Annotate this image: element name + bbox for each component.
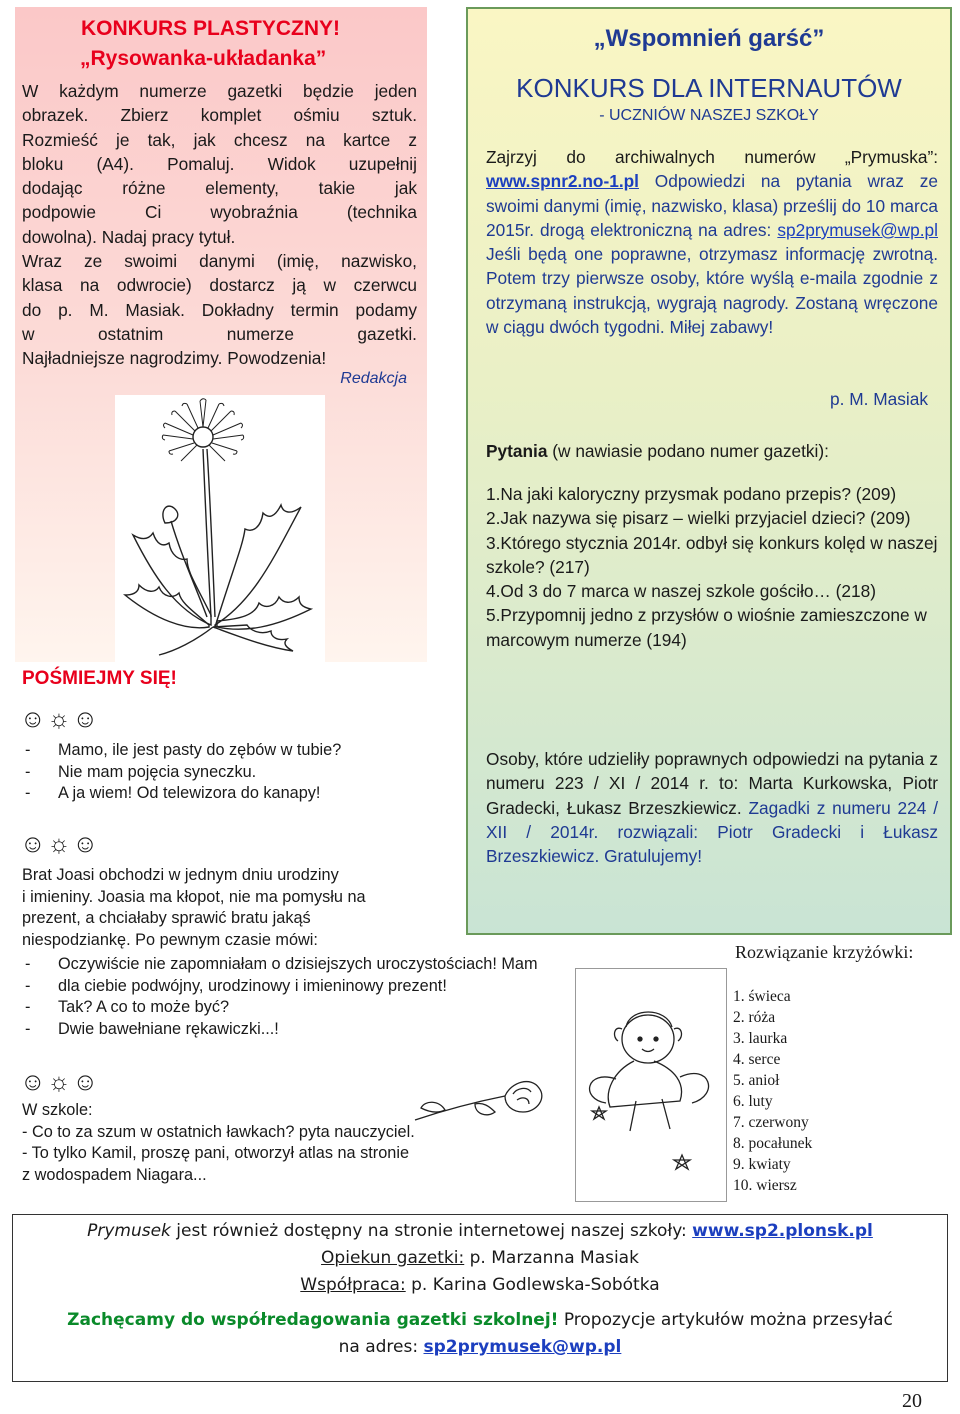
joke-line: - Mamo, ile jest pasty do zębów w tubie? bbox=[22, 740, 452, 762]
body-line: Najładniejsze nagrodzimy. Powodzenia! bbox=[22, 348, 327, 369]
joke-line: - To tylko Kamil, proszę pani, otworzył atlas na stronie bbox=[22, 1144, 409, 1162]
internet-contest-intro bbox=[486, 145, 938, 339]
cooperation-label: Współpraca: bbox=[300, 1275, 406, 1295]
joke-line: niespodziankę. Po pewnym czasie mówi: bbox=[22, 930, 318, 949]
footer-box bbox=[12, 1214, 948, 1382]
smiley-icon: ☺☼☺ bbox=[20, 830, 100, 858]
crossword-answers bbox=[733, 986, 812, 1196]
footer-line-4 bbox=[13, 1307, 947, 1334]
joke-line: - dla ciebie podwójny, urodzinowy i imieninowy prezent! bbox=[22, 976, 682, 998]
body-line: W każdym numerze gazetki będzie jeden bbox=[22, 81, 417, 101]
crossword-solution bbox=[575, 940, 950, 1202]
crossword-answer: 7. czerwony bbox=[733, 1114, 809, 1131]
smiley-icon: ☺☼☺ bbox=[20, 705, 100, 733]
crossword-answer: 4. serce bbox=[733, 1051, 781, 1068]
footer-line-3 bbox=[13, 1272, 947, 1299]
footer-line-1 bbox=[13, 1218, 947, 1245]
body-line: podpowie Ci wyobraźnia (technika bbox=[22, 202, 417, 223]
supervisor-value: p. Marzanna Masiak bbox=[464, 1248, 639, 1268]
body-line: Wraz ze swoimi danymi (imię, nazwisko, bbox=[22, 251, 417, 272]
smiley-icon: ☺☼☺ bbox=[20, 1068, 100, 1096]
footer-line-2 bbox=[13, 1245, 947, 1272]
questions-label bbox=[486, 439, 938, 463]
body-line: obrazek. Zbierz komplet ośmiu sztuk. bbox=[22, 105, 417, 126]
crossword-answer: 8. pocałunek bbox=[733, 1135, 813, 1152]
joke-2-intro bbox=[22, 865, 452, 951]
crossword-answer: 3. laurka bbox=[733, 1030, 788, 1047]
joke-line: - Oczywiście nie zapomniałam o dzisiejszych uroczystościach! Mam bbox=[22, 954, 682, 976]
crossword-answer: 2. róża bbox=[733, 1009, 776, 1026]
joke-line: - Dwie bawełniane rękawiczki...! bbox=[22, 1019, 682, 1041]
joke-line: Brat Joasi obchodzi w jednym dniu urodziny bbox=[22, 866, 339, 884]
joke-line: prezent, a chciałaby sprawić bratu jakąś bbox=[22, 909, 311, 927]
crossword-title: Rozwiązanie krzyżówki: bbox=[735, 942, 914, 962]
jokes-heading: POŚMIEJMY SIĘ! bbox=[22, 668, 177, 689]
archive-site-link[interactable]: www.spnr2.no-1.pl bbox=[486, 171, 639, 192]
body-line: dodając różne elementy, takie jak bbox=[22, 178, 417, 199]
question-item: 2.Jak nazywa się pisarz – wielki przyjaciel dzieci? (209) bbox=[486, 508, 911, 529]
crossword-answer: 10. wiersz bbox=[733, 1177, 797, 1194]
contact-email-link[interactable]: sp2prymusek@wp.pl bbox=[423, 1337, 622, 1357]
joke-line: i imieniny. Joasia ma kłopot, nie ma pomysłu na bbox=[22, 887, 366, 906]
footer-text: na adres: bbox=[338, 1337, 424, 1357]
art-contest-subtitle: „Rysowanka-układanka” bbox=[80, 47, 327, 70]
crossword-answer: 1. świeca bbox=[733, 988, 791, 1005]
joke-1 bbox=[22, 740, 452, 805]
questions-list bbox=[486, 482, 938, 652]
art-contest-body bbox=[22, 79, 417, 371]
art-contest-box bbox=[15, 7, 427, 662]
supervisor-label: Opiekun gazetki: bbox=[321, 1248, 465, 1268]
question-item: 4.Od 3 do 7 marca w naszej szkole gościło… (218) bbox=[486, 581, 876, 602]
joke-line: - A ja wiem! Od telewizora do kanapy! bbox=[22, 783, 452, 805]
page-number: 20 bbox=[902, 1390, 922, 1412]
encouragement-text: Zachęcamy do współredagowania gazetki szkolnej! bbox=[67, 1310, 559, 1330]
internet-contest-title: „Wspomnień garść” bbox=[593, 25, 825, 52]
body-line: dowolna). Nadaj pracy tytuł. bbox=[22, 226, 236, 247]
footer-text: jest również dostępny na stronie internetowej naszej szkoły: bbox=[170, 1221, 693, 1241]
body-line: do p. M. Masiak. Dokładny termin podamy bbox=[22, 299, 417, 320]
dandelion-drawing bbox=[115, 395, 325, 663]
joke-line: - Tak? A co to może być? bbox=[22, 997, 682, 1019]
intro-text-2: Jeśli będą one poprawne, otrzymasz informację zwrotną. Potem trzy pierwsze osoby, które wyślą e-maila zgodnie z otrzymaną instrukcją, wygrają nagrody. Zostaną wręczone w ciągu dwóch tygodni. Miłej zabawy! bbox=[486, 244, 938, 338]
joke-line: z wodospadem Niagara... bbox=[22, 1165, 207, 1184]
body-line: Rozmieść je tak, jak chcesz na kartce z bbox=[22, 129, 417, 150]
rose-drawing bbox=[405, 1060, 555, 1140]
joke-line: - Nie mam pojęcia syneczku. bbox=[22, 762, 452, 784]
angel-drawing bbox=[575, 968, 727, 1202]
internet-contest-subheading: - UCZNIÓW NASZEJ SZKOŁY bbox=[599, 107, 819, 124]
winners-text bbox=[486, 747, 938, 868]
winners-2: Zagadki z numeru 224 / XII / 2014r. rozwiązali: Piotr Gradecki i Łukasz Brzeszkiewicz. Gratulujemy! bbox=[486, 797, 938, 867]
footer-text: Propozycje artykułów można przesyłać bbox=[558, 1310, 893, 1330]
art-contest-title: KONKURS PLASTYCZNY! bbox=[81, 17, 341, 40]
intro-text-1: Odpowiedzi na pytania wraz ze swoimi danymi (imię, nazwisko, klasa) prześlij do 10 marca 2015r. drogą elektroniczną na adres: bbox=[486, 171, 938, 240]
question-item: 3.Którego stycznia 2014r. odbył się konkurs kolęd w naszej szkole? (217) bbox=[486, 532, 938, 577]
body-line: klasa na odwrocie) dostarcz ją w czerwcu bbox=[22, 275, 417, 296]
crossword-answer: 5. anioł bbox=[733, 1072, 780, 1089]
internet-contest-signature: p. M. Masiak bbox=[830, 389, 928, 409]
joke-line: W szkole: bbox=[22, 1101, 93, 1119]
body-line: w ostatnim numerze gazetki. bbox=[22, 323, 417, 344]
crossword-answer: 6. luty bbox=[733, 1093, 773, 1110]
winners-1: Osoby, które udzieliły poprawnych odpowiedzi na pytania z numeru 223 / XI / 2014 r. to: Marta Kurkowska, Piotr Gradecki, Łukasz Brzeszkiewicz. bbox=[486, 749, 938, 818]
crossword-answer: 9. kwiaty bbox=[733, 1156, 791, 1173]
questions-label-bold: Pytania bbox=[486, 441, 548, 461]
questions-label-rest: (w nawiasie podano numer gazetki): bbox=[547, 441, 829, 461]
magazine-name: Prymusek bbox=[87, 1221, 171, 1241]
question-item: 5.Przypomnij jedno z przysłów o wiośnie zamieszczone w marcowym numerze (194) bbox=[486, 605, 927, 650]
school-site-link[interactable]: www.sp2.plonsk.pl bbox=[692, 1221, 873, 1241]
intro-lead: Zajrzyj do archiwalnych numerów „Prymuska”: bbox=[486, 147, 938, 167]
body-line: bloku (A4). Pomaluj. Widok uzupełnij bbox=[22, 153, 417, 174]
footer-line-5 bbox=[13, 1334, 947, 1361]
email-link[interactable]: sp2prymusek@wp.pl bbox=[777, 219, 938, 240]
cooperation-value: p. Karina Godlewska-Sobótka bbox=[405, 1275, 660, 1295]
internet-contest-box bbox=[466, 7, 952, 935]
question-item: 1.Na jaki kaloryczny przysmak podano przepis? (209) bbox=[486, 484, 897, 504]
internet-contest-heading: KONKURS DLA INTERNAUTÓW bbox=[516, 73, 902, 103]
art-contest-signature: Redakcja bbox=[340, 370, 407, 387]
joke-line: - Co to za szum w ostatnich ławkach? pyta nauczyciel. bbox=[22, 1122, 415, 1141]
